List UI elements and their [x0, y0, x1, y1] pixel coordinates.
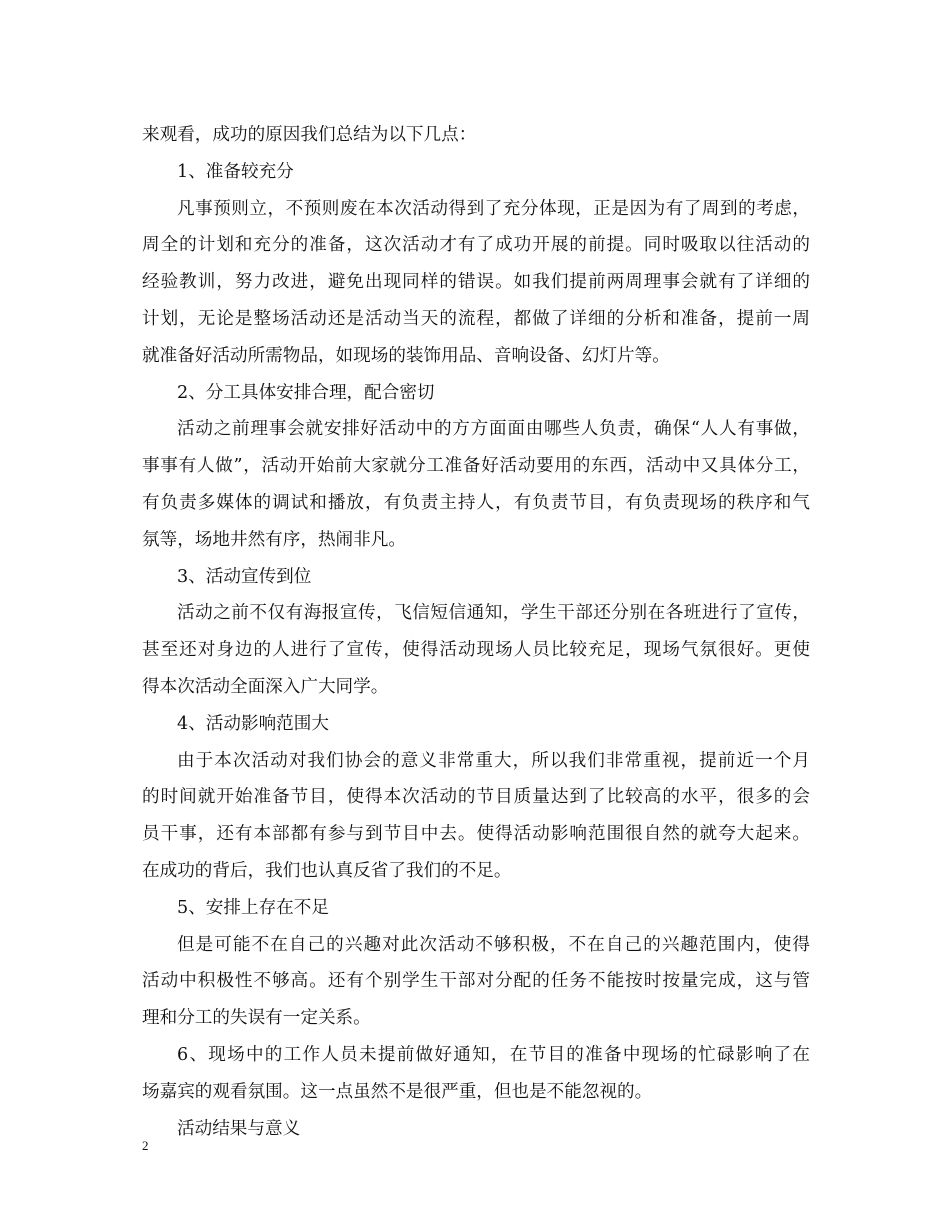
- document-body: [142, 117, 810, 1147]
- section-heading-3: 3、活动宣传到位: [177, 566, 312, 587]
- text-line: 活动中积极性不够高。还有个别学生干部对分配的任务不能按时按量完成，这与管: [142, 971, 810, 992]
- section-heading-result: 活动结果与意义: [177, 1118, 301, 1139]
- text-line: 事事有人做”，活动开始前大家就分工准备好活动要用的东西，活动中又具体分工，: [142, 456, 810, 477]
- section-heading-5: 5、安排上存在不足: [177, 897, 329, 918]
- text-line: 员干事，还有本部都有参与到节目中去。使得活动影响范围很自然的就夸大起来。: [142, 824, 810, 845]
- text-line: 凡事预则立，不预则废在本次活动得到了充分体现，正是因为有了周到的考虑，: [177, 198, 810, 219]
- section-heading-2: 2、分工具体安排合理，配合密切: [177, 382, 435, 403]
- section-heading-1: 1、准备较充分: [177, 161, 294, 182]
- text-line: 经验教训，努力改进，避免出现同样的错误。如我们提前两周理事会就有了详细的: [142, 272, 810, 293]
- section-heading-4: 4、活动影响范围大: [177, 713, 329, 734]
- section-heading-6: 6、现场中的工作人员未提前做好通知，在节目的准备中现场的忙碌影响了在: [177, 1044, 810, 1065]
- text-line: 氛等，场地井然有序，热闹非凡。: [142, 529, 406, 550]
- text-line: 由于本次活动对我们协会的意义非常重大，所以我们非常重视，提前近一个月: [177, 750, 810, 771]
- text-line: 周全的计划和充分的准备，这次活动才有了成功开展的前提。同时吸取以往活动的: [142, 235, 810, 256]
- text-line: 计划，无论是整场活动还是活动当天的流程，都做了详细的分析和准备，提前一周: [142, 308, 810, 329]
- text-line: 甚至还对身边的人进行了宣传，使得活动现场人员比较充足，现场气氛很好。更使: [142, 640, 810, 661]
- text-line: 活动之前不仅有海报宣传，飞信短信通知，学生干部还分别在各班进行了宣传，: [177, 603, 810, 624]
- text-line: 来观看，成功的原因我们总结为以下几点：: [142, 125, 477, 145]
- text-line: 的时间就开始准备节目，使得本次活动的节目质量达到了比较高的水平，很多的会: [142, 787, 810, 808]
- text-line: 理和分工的失误有一定关系。: [142, 1008, 371, 1029]
- text-line: 活动之前理事会就安排好活动中的方方面面由哪些人负责，确保“人人有事做，: [177, 419, 810, 440]
- text-line: 在成功的背后，我们也认真反省了我们的不足。: [142, 860, 512, 881]
- page-number: 2: [142, 1138, 149, 1153]
- text-line: 场嘉宾的观看氛围。这一点虽然不是很严重，但也是不能忽视的。: [142, 1081, 653, 1102]
- text-line: 就准备好活动所需物品，如现场的装饰用品、音响设备、幻灯片等。: [142, 345, 670, 366]
- text-line: 但是可能不在自己的兴趣对此次活动不够积极，不在自己的兴趣范围内，使得: [177, 934, 810, 955]
- text-line: 得本次活动全面深入广大同学。: [142, 676, 389, 697]
- text-line: 有负责多媒体的调试和播放，有负责主持人，有负责节目，有负责现场的秩序和气: [142, 492, 810, 513]
